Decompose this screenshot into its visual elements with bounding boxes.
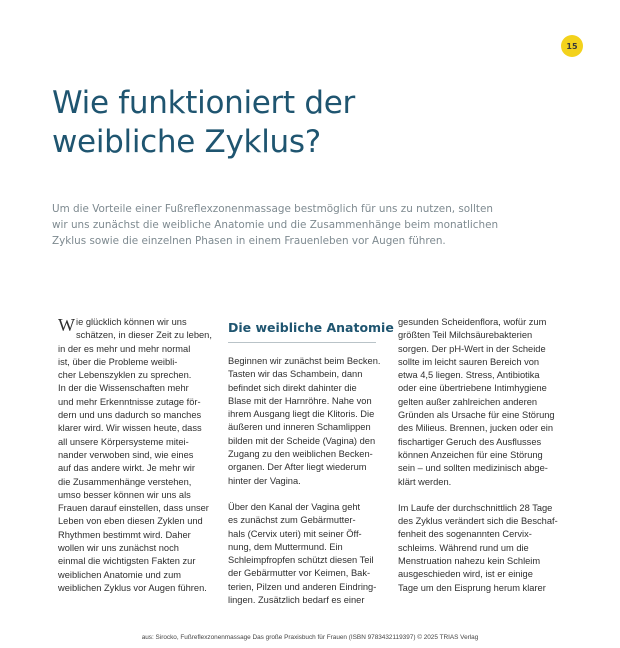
- text-line: Blase mit der Harnröhre. Nahe von: [228, 395, 372, 406]
- text-line: weiblichen Anatomie und zum: [58, 569, 181, 580]
- text-line: befindet sich direkt dahinter die: [228, 382, 357, 393]
- text-line: Im Laufe der durchschnittlich 28 Tage: [398, 502, 553, 513]
- text-line: schleims. Während rund um die: [398, 542, 529, 553]
- text-line: Tasten wir das Schambein, dann: [228, 369, 363, 380]
- text-line: Frauen darauf einstellen, dass unser: [58, 503, 209, 514]
- text-line: und mehr Erkenntnisse zutage för-: [58, 396, 201, 407]
- page-title: [52, 84, 552, 162]
- text-line: umso besser können wir uns als: [58, 489, 191, 500]
- text-line: größten Teil Milchsäurebakterien: [398, 330, 533, 341]
- intro-paragraph: [52, 201, 592, 249]
- text-line: sollte im leicht sauren Bereich von: [398, 356, 540, 367]
- drop-cap: W: [58, 315, 75, 335]
- intro-line: wir uns zunächst die weibliche Anatomie und die Zusammenhänge beim monatlichen: [52, 219, 499, 231]
- text-line: ie glücklich können wir uns: [76, 317, 187, 327]
- text-line: bilden mit der Scheide (Vagina) den: [228, 435, 376, 446]
- intro-line: Zyklus sowie die einzelnen Phasen in einem Frauenleben vor Augen führen.: [52, 235, 446, 247]
- text-line: der Gebärmutter vor Keimen, Bak-: [228, 568, 371, 579]
- text-line: sein – und sollten medizinisch abge-: [398, 463, 548, 474]
- column-2-paragraph-2: [228, 501, 376, 607]
- text-line: sorgen. Der pH-Wert in der Scheide: [398, 343, 546, 354]
- text-line: ist, über die Probleme weibli-: [58, 356, 178, 367]
- column-2-paragraph-1: [228, 355, 381, 488]
- text-line: organen. Der After liegt wiederum: [228, 462, 367, 473]
- text-line: gelten außer zahlreichen anderen: [398, 396, 538, 407]
- text-line: fenheit des sogenannten Cervix-: [398, 529, 532, 540]
- text-column-2: [228, 316, 394, 607]
- text-column-1: [58, 316, 210, 595]
- text-line: des Zyklus verändert sich die Beschaf-: [398, 516, 558, 527]
- text-line: hals (Cervix uteri) mit seiner Öff-: [228, 528, 362, 539]
- text-line: Schleimpfropfen schützt diesen Teil: [228, 555, 374, 566]
- text-line: Leben von eben diesen Zyklen und: [58, 516, 203, 527]
- text-line: ausgeschieden wird, ist er einige: [398, 569, 533, 580]
- text-line: in der es mehr und mehr normal: [58, 343, 191, 354]
- text-line: des Milieus. Brennen, jucken oder ein: [398, 423, 554, 434]
- text-line: oder eine übertriebene Intimhygiene: [398, 383, 547, 394]
- text-line: auf das andere wirkt. Je mehr wir: [58, 463, 195, 474]
- text-line: In der die Wissenschaften mehr: [58, 383, 189, 394]
- text-line: cher Lebenszyklen zu sprechen.: [58, 370, 192, 381]
- text-line: weiblichen Zyklus vor Augen führen.: [58, 582, 207, 593]
- source-footer: aus: Sirocko, Fußreflexzonenmassage Das große Praxisbuch für Frauen (ISBN 9783432119397) © 2025 TRIAS Verlag: [141, 634, 479, 641]
- column-3-paragraph-2: [398, 502, 558, 595]
- intro-line: Um die Vorteile einer Fußreflexzonenmassage bestmöglich für uns zu nutzen, sollten: [52, 203, 493, 215]
- title-line: weibliche Zyklus?: [52, 124, 321, 160]
- text-line: Tage um den Eisprung herum klarer: [398, 582, 546, 593]
- text-line: können Anzeichen für eine Störung: [398, 449, 543, 460]
- text-line: Gründen als Ursache für eine Störung: [398, 410, 555, 421]
- text-line: nander verwoben sind, wie eines: [58, 449, 194, 460]
- text-column-3: [398, 316, 558, 595]
- section-heading: Die weibliche Anatomie: [228, 320, 376, 343]
- text-line: wollen wir uns zunächst noch: [58, 543, 179, 554]
- text-line: äußeren und inneren Schamlippen: [228, 422, 371, 433]
- text-line: Rhythmen bestimmt wird. Daher: [58, 529, 191, 540]
- text-line: Über den Kanal der Vagina geht: [228, 501, 361, 512]
- text-line: fischartiger Geruch des Ausflusses: [398, 436, 542, 447]
- text-line: klärt werden.: [398, 476, 452, 487]
- text-line: terien, Pilzen und anderen Eindring-: [228, 581, 377, 592]
- title-line: Wie funktioniert der: [52, 85, 355, 121]
- text-line: Beginnen wir zunächst beim Becken.: [228, 356, 381, 366]
- text-line: Menstruation nahezu kein Schleim: [398, 556, 541, 567]
- text-line: schätzen, in dieser Zeit zu leben,: [76, 330, 212, 341]
- column-3-paragraph-1: [398, 316, 555, 489]
- text-line: klarer wird. Wir wissen heute, dass: [58, 423, 202, 434]
- text-line: lingen. Zusätzlich bedarf es einer: [228, 595, 365, 606]
- page-number-badge: 15: [561, 35, 583, 57]
- text-line: einmal die wichtigsten Fakten zur: [58, 556, 196, 567]
- text-line: etwa 4,5 liegen. Stress, Antibiotika: [398, 370, 540, 381]
- text-line: gesunden Scheidenflora, wofür zum: [398, 317, 547, 327]
- text-line: Zugang zu den weiblichen Becken-: [228, 449, 373, 460]
- text-line: dern und uns dadurch so manches: [58, 410, 202, 421]
- text-line: es zunächst zum Gebärmutter-: [228, 515, 356, 526]
- text-line: nung, dem Muttermund. Ein: [228, 541, 343, 552]
- text-line: die Zusammenhänge verstehen,: [58, 476, 192, 487]
- text-line: all unsere Körpersysteme mitei-: [58, 436, 189, 447]
- column-1-body: [58, 316, 210, 595]
- text-line: ihrem Ausgang liegt die Klitoris. Die: [228, 409, 375, 420]
- text-line: hinter der Vagina.: [228, 475, 301, 486]
